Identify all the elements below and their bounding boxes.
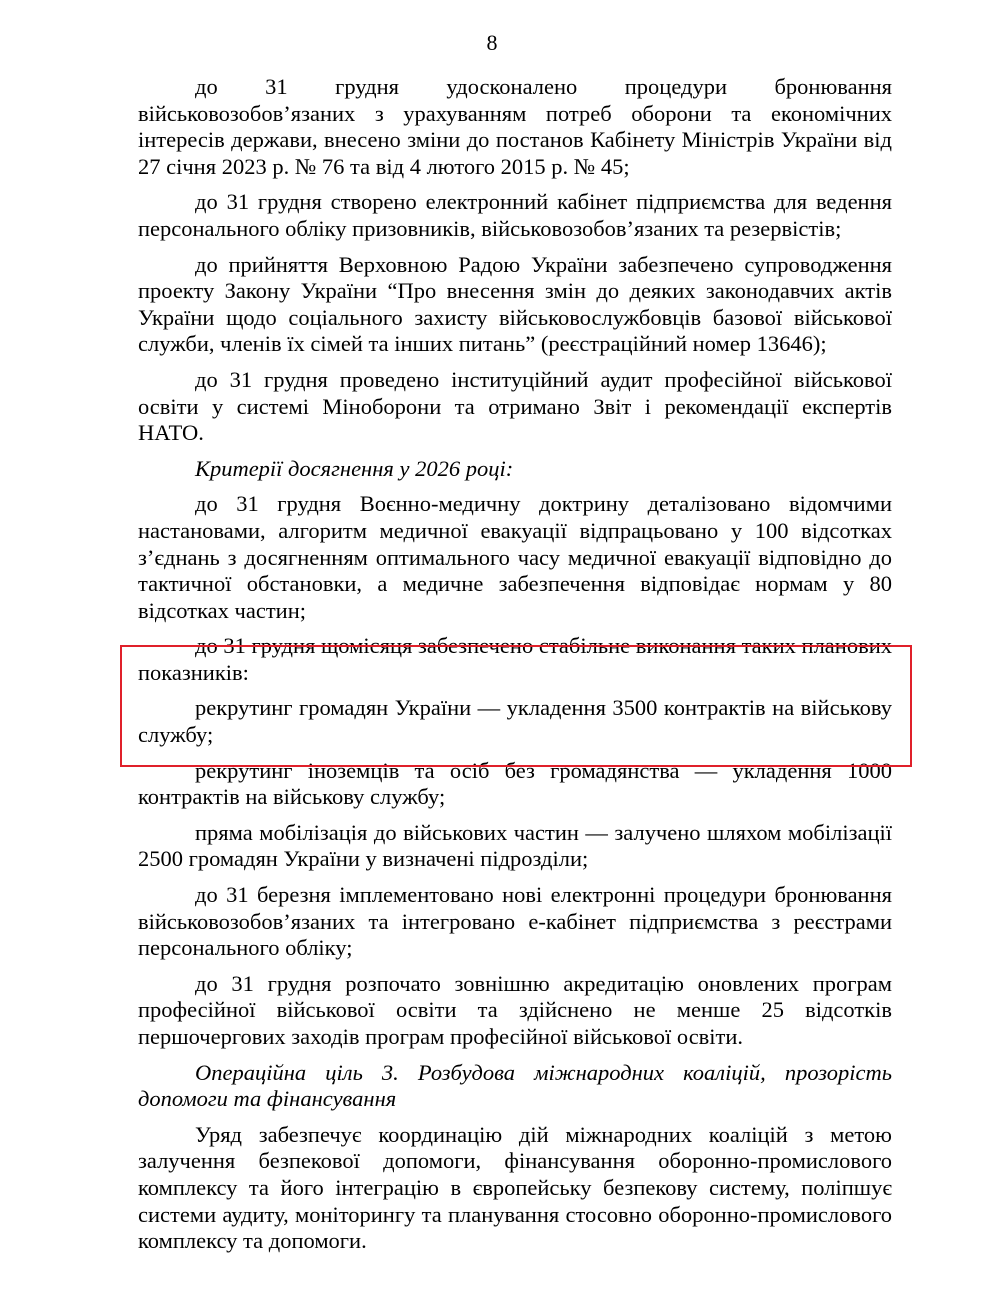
- document-body: [138, 74, 892, 1264]
- paragraph-reservation-procedures: до 31 грудня удосконалено процедури бронювання військовозобов’язаних з урахуванням потреб оборони та економічних інтересів держави, внесено зміни до постанов Кабінету Міністрів України від 27 січня 2023 р. № 76 та від 4 лютого 2015 р. № 45;: [138, 74, 892, 179]
- page-number: 8: [486, 30, 498, 55]
- paragraph-monthly-indicators: до 31 грудня щомісяця забезпечено стабільне виконання таких планових показників:: [138, 633, 892, 685]
- section-heading-operational-goal-3: Операційна ціль 3. Розбудова міжнародних коаліцій, прозорість допомоги та фінансування: [138, 1059, 892, 1112]
- paragraph-institutional-audit: до 31 грудня проведено інституційний аудит професійної військової освіти у системі Міноборони та отримано Звіт і рекомендації експертів НАТО.: [138, 366, 892, 446]
- paragraph-electronic-cabinet: до 31 грудня створено електронний кабінет підприємства для ведення персонального обліку призовників, військовозобов’язаних та резервістів;: [138, 189, 892, 241]
- paragraph-government-coordination: Уряд забезпечує координацію дій міжнародних коаліцій з метою залучення безпекової допомоги, фінансування оборонно-промислового комплексу та його інтеграцію в європейську безпекову систему, поліпшує системи аудиту, моніторингу та планування стосовно оборонно-промислового комплексу та допомоги.: [138, 1121, 892, 1254]
- paragraph-external-accreditation: до 31 грудня розпочато зовнішню акредитацію оновлених програм професійної військової освіти та здійснено не менше 25 відсотків першочергових заходів програм професійної військової освіти.: [138, 970, 892, 1049]
- paragraph-electronic-procedures: до 31 березня імплементовано нові електронні процедури бронювання військовозобов’язаних та інтегровано е-кабінет підприємства з реєстрами персонального обліку;: [138, 882, 892, 961]
- section-heading-criteria-2026: Критерії досягнення у 2026 році:: [195, 455, 514, 481]
- paragraph-medical-doctrine: до 31 грудня Воєнно-медичну доктрину деталізовано відомчими настановами, алгоритм медичної евакуації відпрацьовано у 100 відсотках з’єднань з досягненням оптимального часу медичної евакуації відповідно до тактичної обстановки, а медичне забезпечення відповідає нормам у 80 відсотках частин;: [138, 491, 892, 623]
- paragraph-direct-mobilization: пряма мобілізація до військових частин — залучено шляхом мобілізації 2500 громадян України у визначені підрозділи;: [138, 819, 892, 872]
- paragraph-recruiting-foreigners: рекрутинг іноземців та осіб без громадянства — укладення 1000 контрактів на військову службу;: [138, 757, 892, 810]
- paragraph-law-support: до прийняття Верховною Радою України забезпечено супроводження проекту Закону України “Про внесення змін до деяких законодавчих актів України щодо соціального захисту військовослужбовців базової військової служби, членів їх сімей та інших питань” (реєстраційний номер 13646);: [138, 251, 892, 357]
- paragraph-recruiting-citizens: рекрутинг громадян України — укладення 3500 контрактів на військову службу;: [138, 695, 892, 748]
